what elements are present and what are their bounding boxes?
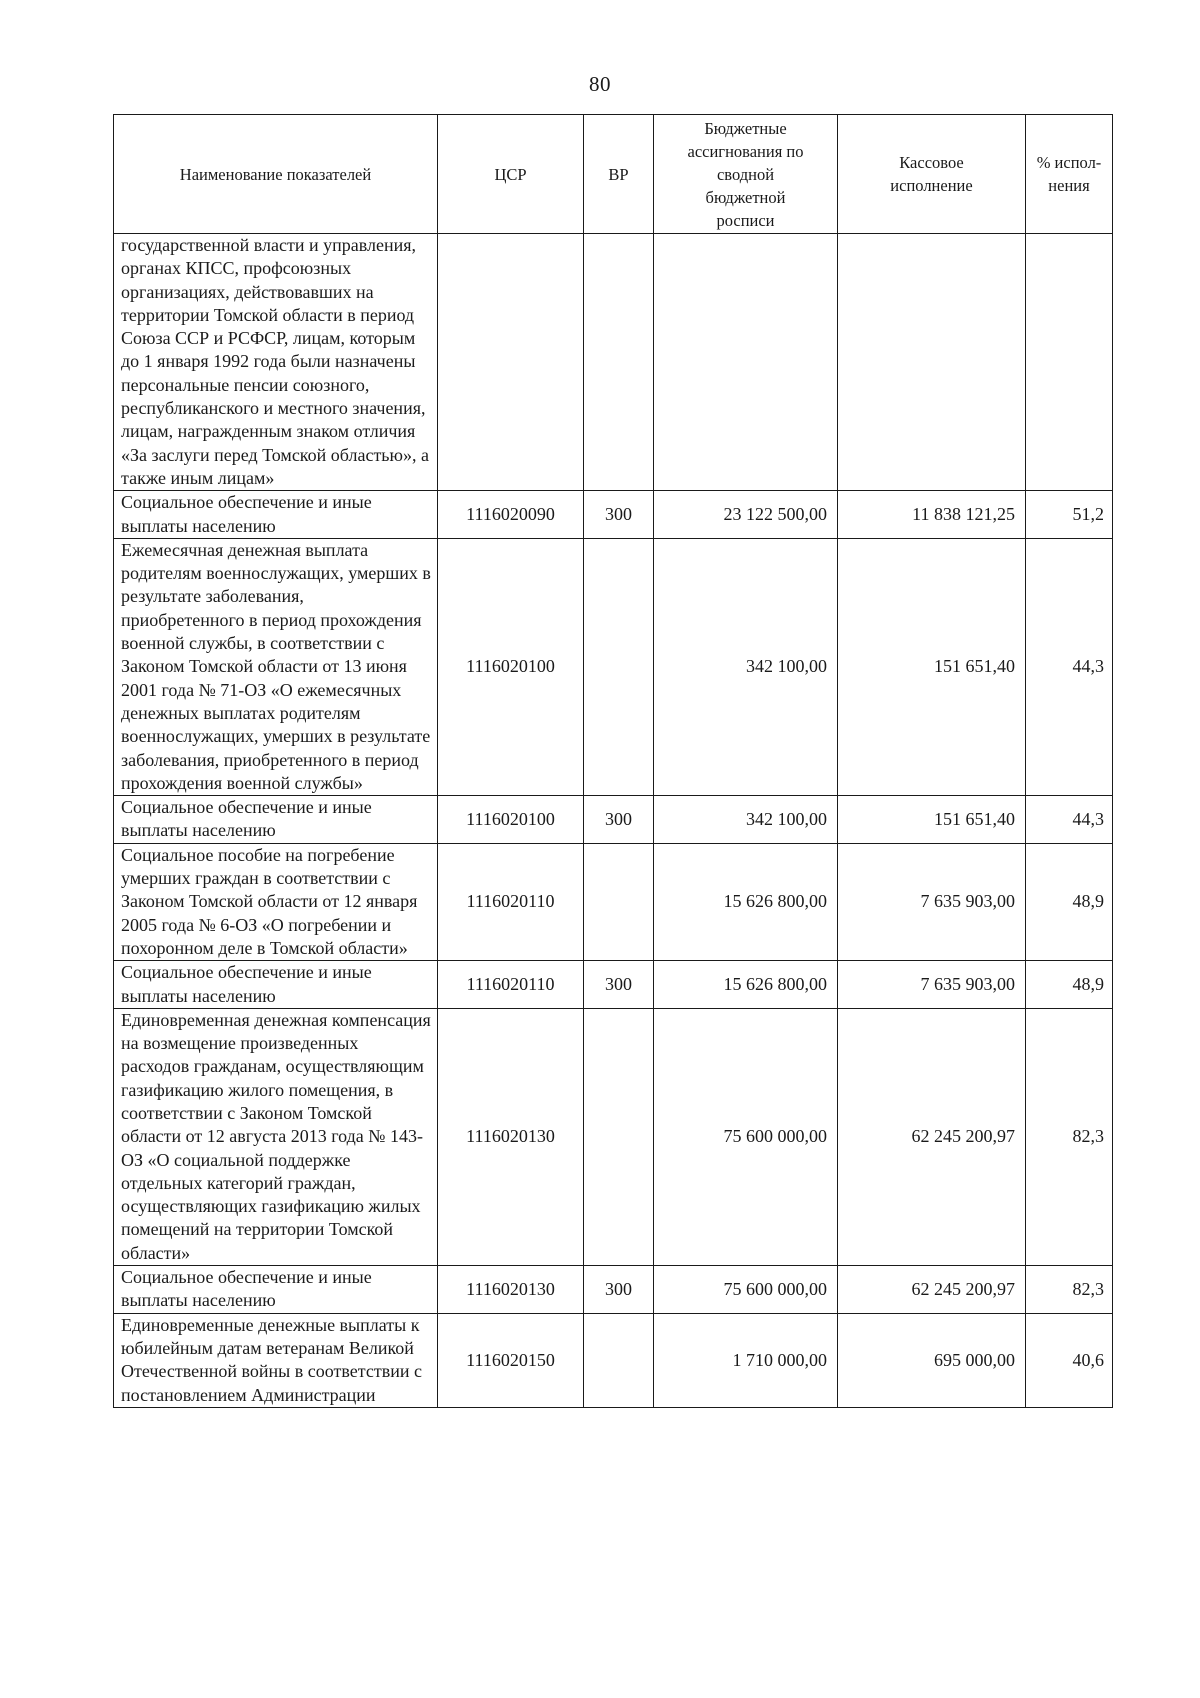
row-csr: 1116020130 — [438, 1266, 584, 1314]
row-executed: 7 635 903,00 — [838, 961, 1026, 1009]
table-row — [114, 491, 1113, 539]
row-allocated: 342 100,00 — [654, 538, 838, 795]
row-csr: 1116020150 — [438, 1313, 584, 1407]
table-row — [114, 796, 1113, 844]
row-name: Социальное пособие на погребение умерших граждан в соответствии с Законом Томской области от 12 января 2005 года № 6-ОЗ «О погребении и похоронном деле в Томской области» — [114, 843, 438, 960]
page-number: 80 — [589, 72, 611, 96]
row-executed: 62 245 200,97 — [838, 1266, 1026, 1314]
row-csr: 1116020110 — [438, 843, 584, 960]
row-allocated: 1 710 000,00 — [654, 1313, 838, 1407]
row-vr — [584, 1008, 654, 1265]
row-executed: 151 651,40 — [838, 538, 1026, 795]
row-percent: 82,3 — [1026, 1008, 1113, 1265]
row-vr — [584, 538, 654, 795]
row-csr — [438, 234, 584, 491]
row-vr: 300 — [584, 796, 654, 844]
table-row — [114, 538, 1113, 795]
header-vr: ВР — [584, 115, 654, 234]
table-row — [114, 1266, 1113, 1314]
row-csr: 1116020090 — [438, 491, 584, 539]
row-name: Единовременная денежная компенсация на возмещение произведенных расходов гражданам, осуществляющим газификацию жилого помещения, в соответствии с Законом Томской области от 12 августа 2013 года № 143-ОЗ «О социальной поддержке отдельных категорий граждан, осуществляющих газификацию жилых помещений на территории Томской области» — [114, 1008, 438, 1265]
table-row — [114, 1313, 1113, 1407]
row-allocated: 75 600 000,00 — [654, 1266, 838, 1314]
table-header-row — [114, 115, 1113, 234]
row-vr — [584, 1313, 654, 1407]
row-percent — [1026, 234, 1113, 491]
row-executed: 151 651,40 — [838, 796, 1026, 844]
row-csr: 1116020110 — [438, 961, 584, 1009]
table-row — [114, 961, 1113, 1009]
row-vr — [584, 234, 654, 491]
row-name: Социальное обеспечение и иные выплаты населению — [114, 1266, 438, 1314]
row-name: Единовременные денежные выплаты к юбилейным датам ветеранам Великой Отечественной войны в соответствии с постановлением Администрации — [114, 1313, 438, 1407]
row-percent: 44,3 — [1026, 796, 1113, 844]
row-vr — [584, 843, 654, 960]
row-allocated: 342 100,00 — [654, 796, 838, 844]
row-name: Социальное обеспечение и иные выплаты населению — [114, 796, 438, 844]
row-percent: 40,6 — [1026, 1313, 1113, 1407]
row-executed: 695 000,00 — [838, 1313, 1026, 1407]
row-executed: 7 635 903,00 — [838, 843, 1026, 960]
header-allocated: Бюджетные ассигнования по сводной бюджетной росписи — [654, 115, 838, 234]
table-row — [114, 234, 1113, 491]
row-allocated: 23 122 500,00 — [654, 491, 838, 539]
row-name: Социальное обеспечение и иные выплаты населению — [114, 961, 438, 1009]
row-vr: 300 — [584, 1266, 654, 1314]
row-executed: 62 245 200,97 — [838, 1008, 1026, 1265]
row-executed: 11 838 121,25 — [838, 491, 1026, 539]
row-percent: 48,9 — [1026, 961, 1113, 1009]
row-allocated: 15 626 800,00 — [654, 843, 838, 960]
row-allocated — [654, 234, 838, 491]
row-vr: 300 — [584, 961, 654, 1009]
table-row — [114, 1008, 1113, 1265]
budget-table — [113, 114, 1113, 1408]
header-executed: Кассовое исполнение — [838, 115, 1026, 234]
row-csr: 1116020130 — [438, 1008, 584, 1265]
row-percent: 82,3 — [1026, 1266, 1113, 1314]
table-row — [114, 843, 1113, 960]
header-csr: ЦСР — [438, 115, 584, 234]
row-allocated: 75 600 000,00 — [654, 1008, 838, 1265]
row-allocated: 15 626 800,00 — [654, 961, 838, 1009]
row-vr: 300 — [584, 491, 654, 539]
row-executed — [838, 234, 1026, 491]
row-name: Социальное обеспечение и иные выплаты населению — [114, 491, 438, 539]
row-csr: 1116020100 — [438, 796, 584, 844]
row-percent: 44,3 — [1026, 538, 1113, 795]
header-name: Наименование показателей — [114, 115, 438, 234]
row-csr: 1116020100 — [438, 538, 584, 795]
header-percent: % испол-нения — [1026, 115, 1113, 234]
row-percent: 48,9 — [1026, 843, 1113, 960]
row-name: государственной власти и управления, органах КПСС, профсоюзных организациях, действовавших на территории Томской области в период Союза ССР и РСФСР, лицам, которым до 1 января 1992 года были назначены персональные пенсии союзного, республиканского и местного значения, лицам, награжденным знаком отличия «За заслуги перед Томской областью», а также иным лицам» — [114, 234, 438, 491]
row-percent: 51,2 — [1026, 491, 1113, 539]
row-name: Ежемесячная денежная выплата родителям военнослужащих, умерших в результате заболевания, приобретенного в период прохождения военной службы, в соответствии с Законом Томской области от 13 июня 2001 года № 71-ОЗ «О ежемесячных денежных выплатах родителям военнослужащих, умерших в результате заболевания, приобретенного в период прохождения военной службы» — [114, 538, 438, 795]
